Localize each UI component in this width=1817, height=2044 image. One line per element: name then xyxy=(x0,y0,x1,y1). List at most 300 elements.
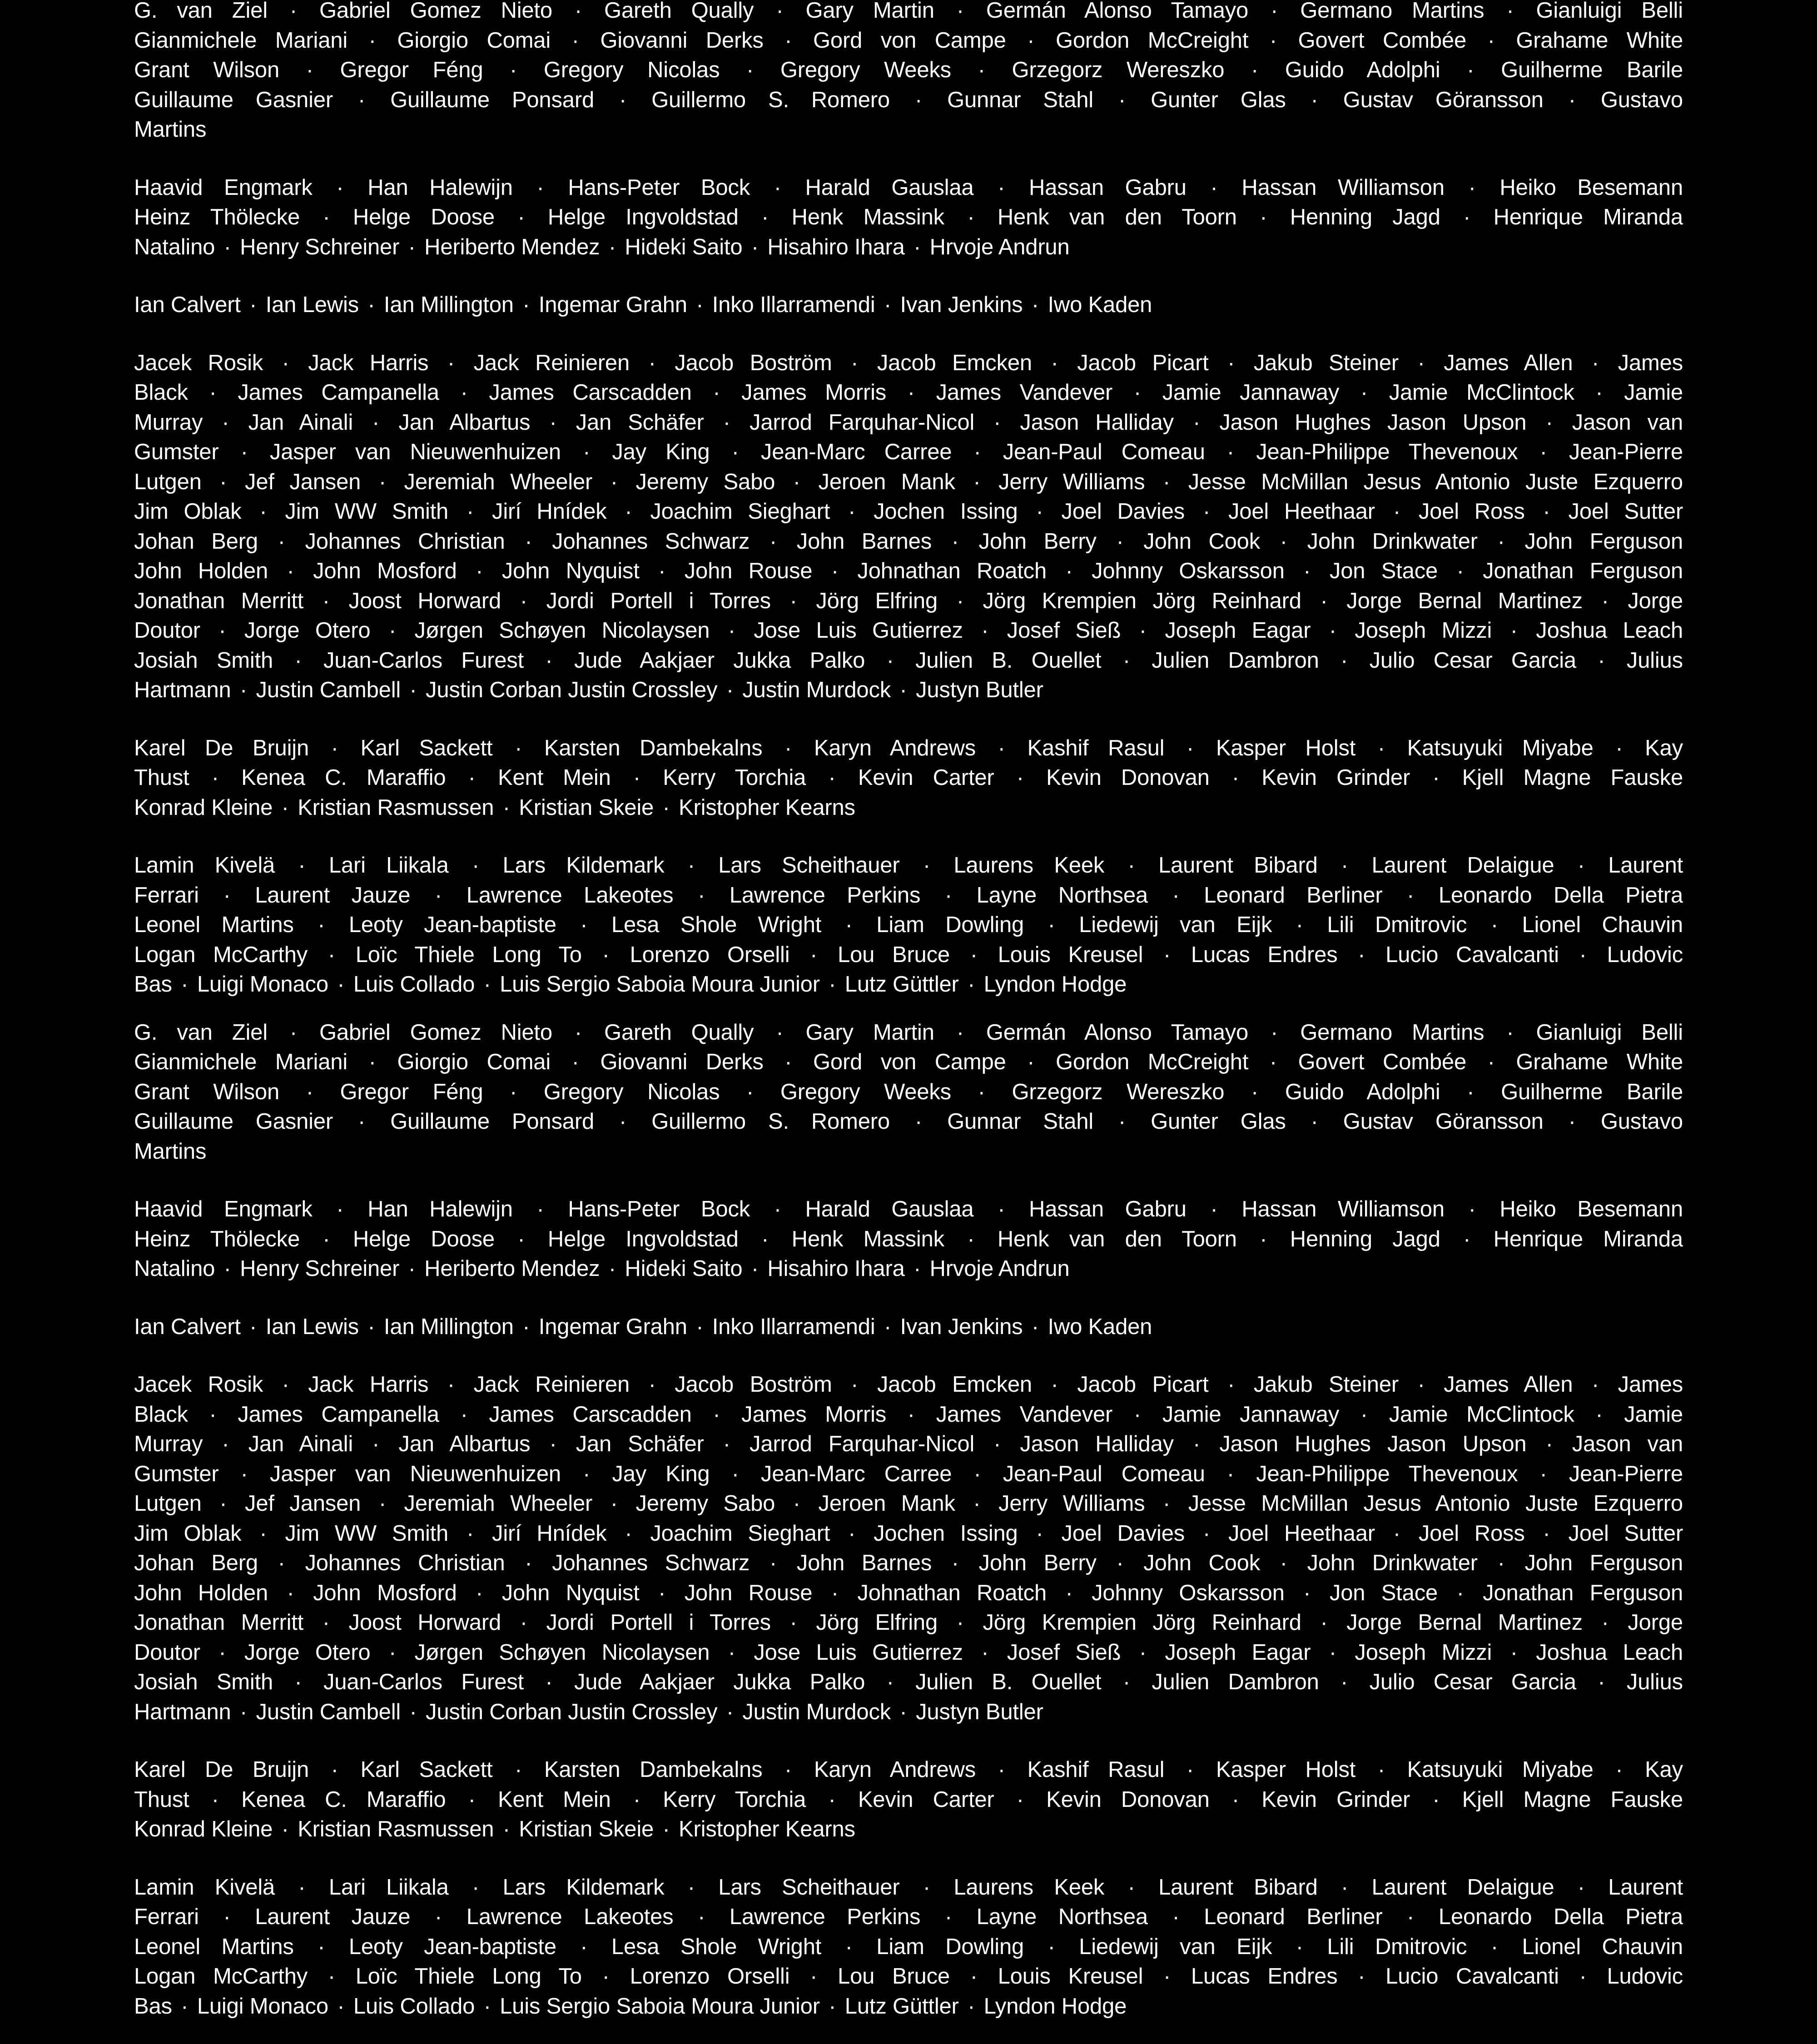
credit-name: Lars Kildemark xyxy=(502,853,665,878)
dot-separator: · xyxy=(278,529,285,554)
credit-name: Bas xyxy=(134,1994,172,2019)
dot-separator: · xyxy=(239,678,248,702)
dot-separator: · xyxy=(1539,1461,1547,1486)
credit-name: Jack Reinieren xyxy=(473,1372,630,1397)
dot-separator: · xyxy=(998,175,1005,200)
dot-separator: · xyxy=(408,1256,416,1281)
credit-name: Kashif Rasul xyxy=(1027,1757,1165,1782)
dot-separator: · xyxy=(1036,499,1043,524)
credit-name: Luis Sergio Saboia Moura Junior xyxy=(500,972,820,997)
credit-name: Joseph Eagar xyxy=(1165,1640,1311,1665)
dot-separator: · xyxy=(472,853,480,878)
credit-name: Kenea C. Maraffio xyxy=(241,765,446,790)
credit-name: Lionel Chauvin xyxy=(1522,913,1683,937)
dot-separator: · xyxy=(536,175,544,200)
credit-name: Justin Corban Justin Crossley xyxy=(426,1699,718,1724)
credit-name: Joost Horward xyxy=(348,588,501,613)
dot-separator: · xyxy=(696,1314,704,1339)
dot-separator: · xyxy=(536,1197,544,1221)
dot-separator: · xyxy=(831,559,839,583)
credits-copy-2 xyxy=(134,1018,1683,2022)
dot-separator: · xyxy=(223,234,231,259)
credits-line xyxy=(134,1225,1683,1255)
credit-name: Gianluigi Belli xyxy=(1536,0,1683,23)
credit-name: Leoty Jean-baptiste xyxy=(348,1934,556,1959)
credit-name: Ludovic xyxy=(1607,1964,1683,1989)
credit-name: Jose Luis Gutierrez xyxy=(754,1640,963,1665)
dot-separator: · xyxy=(1118,87,1126,112)
credit-name: Jon Stace xyxy=(1329,559,1438,583)
credit-name: Josiah Smith xyxy=(134,648,273,673)
dot-separator: · xyxy=(223,1256,231,1281)
dot-separator: · xyxy=(1133,380,1141,405)
credit-name: Gunter Glas xyxy=(1151,1109,1286,1134)
credit-name: Joshua Leach xyxy=(1536,1640,1683,1665)
credit-name: Juan-Carlos Furest xyxy=(323,648,524,673)
dot-separator: · xyxy=(845,1934,853,1959)
dot-separator: · xyxy=(259,1521,267,1546)
credit-name: Kjell Magne Fauske xyxy=(1462,765,1683,790)
credit-name: Laurens Keek xyxy=(953,1875,1105,1900)
credit-name: Lamin Kivelä xyxy=(134,853,275,878)
dot-separator: · xyxy=(1051,350,1058,375)
credit-name: Joseph Mizzi xyxy=(1355,1640,1492,1665)
dot-separator: · xyxy=(828,1787,836,1812)
credit-name: Jonathan Ferguson xyxy=(1483,559,1683,583)
credit-name: Johnathan Roatch xyxy=(857,559,1047,583)
dot-separator: · xyxy=(886,648,894,673)
credit-name: Joel Ross xyxy=(1418,1521,1525,1546)
credits-line xyxy=(134,467,1683,497)
dot-separator: · xyxy=(1122,648,1130,673)
dot-separator: · xyxy=(1269,1050,1277,1074)
dot-separator: · xyxy=(1543,1521,1550,1546)
credit-name: Jörg Krempien Jörg Reinhard xyxy=(983,1610,1301,1635)
credits-section-k xyxy=(134,1755,1683,1845)
credit-name: Lutgen xyxy=(134,1491,202,1516)
credit-name: Lawrence Lakeotes xyxy=(466,1905,674,1929)
credit-name: Bas xyxy=(134,972,172,997)
dot-separator: · xyxy=(1360,1402,1368,1427)
credit-name: Louis Kreusel xyxy=(998,1964,1143,1989)
dot-separator: · xyxy=(751,1256,759,1281)
credit-name: Gustav Göransson xyxy=(1343,87,1544,112)
credit-name: Jerry Williams xyxy=(998,1491,1145,1516)
dot-separator: · xyxy=(944,883,952,908)
credit-name: Kasper Holst xyxy=(1216,1757,1356,1782)
dot-separator: · xyxy=(583,440,591,464)
credit-name: James Morris xyxy=(741,1402,887,1427)
dot-separator: · xyxy=(219,1491,227,1516)
credit-name: Jim WW Smith xyxy=(285,499,449,524)
dot-separator: · xyxy=(368,1050,376,1074)
dot-separator: · xyxy=(1340,1670,1348,1694)
credit-name: Jacob Picart xyxy=(1077,1372,1209,1397)
credit-name: Luigi Monaco xyxy=(197,972,328,997)
credit-name: Henning Jagd xyxy=(1290,205,1440,229)
dot-separator: · xyxy=(287,559,294,583)
credit-name: Justin Corban Justin Crossley xyxy=(426,678,718,702)
dot-separator: · xyxy=(951,1551,959,1575)
credit-name: Gianmichele Mariani xyxy=(134,28,348,53)
credits-line xyxy=(134,1018,1683,1048)
dot-separator: · xyxy=(323,1226,330,1251)
credit-name: Julien Dambron xyxy=(1152,648,1319,673)
dot-separator: · xyxy=(460,1402,468,1427)
credit-name: Lesa Shole Wright xyxy=(611,913,822,937)
credit-name: John Cook xyxy=(1143,1551,1261,1575)
dot-separator: · xyxy=(608,1256,616,1281)
dot-separator: · xyxy=(1487,28,1495,53)
credit-name: Jirí Hnídek xyxy=(492,1521,607,1546)
credit-name: Karl Sackett xyxy=(360,735,493,760)
credit-name: John Mosford xyxy=(313,1580,457,1605)
dot-separator: · xyxy=(1468,1197,1476,1221)
dot-separator: · xyxy=(602,942,610,967)
dot-separator: · xyxy=(218,618,226,643)
credit-name: Johannes Schwarz xyxy=(552,529,750,554)
dot-separator: · xyxy=(784,1050,792,1074)
credit-name: Gary Martin xyxy=(805,1020,934,1045)
credit-name: Lawrence Perkins xyxy=(729,1905,921,1929)
credit-name: Lorenzo Orselli xyxy=(630,942,790,967)
dot-separator: · xyxy=(648,350,656,375)
dot-separator: · xyxy=(211,1787,219,1812)
credit-name: Heinz Thölecke xyxy=(134,1226,300,1251)
credit-name: Ian Millington xyxy=(383,1314,514,1339)
dot-separator: · xyxy=(306,1079,313,1104)
credit-name: Jason van xyxy=(1572,410,1683,435)
dot-separator: · xyxy=(409,678,417,702)
credit-name: Guillaume Gasnier xyxy=(134,1109,333,1134)
dot-separator: · xyxy=(884,1314,892,1339)
dot-separator: · xyxy=(998,735,1005,760)
dot-separator: · xyxy=(831,1580,839,1605)
credit-name: Laurent xyxy=(1608,853,1683,878)
credit-name: Jason Hughes Jason Upson xyxy=(1219,410,1527,435)
credit-name: Joshua Leach xyxy=(1536,618,1683,643)
credits-line xyxy=(134,793,1683,823)
credit-name: Jørgen Schøyen Nicolaysen xyxy=(414,618,710,643)
credit-name: Henry Schreiner xyxy=(240,1256,400,1281)
dot-separator: · xyxy=(1193,1432,1201,1456)
credit-name: Lili Dmitrovic xyxy=(1327,1934,1467,1959)
credit-name: John Nyquist xyxy=(501,559,640,583)
credit-name: Gustav Göransson xyxy=(1343,1109,1544,1134)
credit-name: Julio Cesar Garcia xyxy=(1369,1670,1576,1694)
credit-name: Johannes Schwarz xyxy=(552,1551,750,1575)
credit-name: James Allen xyxy=(1444,350,1573,375)
dot-separator: · xyxy=(970,1964,978,1989)
credit-name: Julien B. Ouellet xyxy=(915,648,1102,673)
credit-name: Logan McCarthy xyxy=(134,942,308,967)
credit-name: Jef Jansen xyxy=(245,1491,361,1516)
dot-separator: · xyxy=(1595,380,1603,405)
credit-name: Kay xyxy=(1645,1757,1683,1782)
dot-separator: · xyxy=(1048,1934,1055,1959)
credit-name: Henk van den Toorn xyxy=(997,205,1237,229)
credit-name: Jamie McClintock xyxy=(1389,380,1574,405)
dot-separator: · xyxy=(619,1109,627,1134)
dot-separator: · xyxy=(1510,618,1518,643)
credit-name: Laurent xyxy=(1608,1875,1683,1900)
dot-separator: · xyxy=(1601,588,1609,613)
dot-separator: · xyxy=(907,380,915,405)
credit-name: Heriberto Mendez xyxy=(424,1256,600,1281)
credit-name: Gabriel Gomez Nieto xyxy=(319,1020,552,1045)
credits-line xyxy=(134,1992,1683,2022)
credit-name: Johnny Oskarsson xyxy=(1092,1580,1285,1605)
credit-name: Julien Dambron xyxy=(1152,1670,1319,1694)
credits-line xyxy=(134,1548,1683,1578)
credit-name: John Barnes xyxy=(796,529,932,554)
dot-separator: · xyxy=(1210,1197,1218,1221)
credit-name: Kristopher Kearns xyxy=(679,795,855,820)
credit-name: Lari Liikala xyxy=(328,853,449,878)
credit-name: Kristian Skeie xyxy=(519,795,654,820)
dot-separator: · xyxy=(829,972,836,997)
credit-name: Lutz Güttler xyxy=(844,972,959,997)
credit-name: Jesse McMillan Jesus Antonio Juste Ezquerro xyxy=(1188,1491,1683,1516)
dot-separator: · xyxy=(610,1491,618,1516)
credit-name: Giovanni Derks xyxy=(600,28,764,53)
credit-name: Hans-Peter Bock xyxy=(568,175,750,200)
dot-separator: · xyxy=(222,1432,229,1456)
dot-separator: · xyxy=(298,1875,306,1900)
dot-separator: · xyxy=(608,234,616,259)
credit-name: Ian Calvert xyxy=(134,1314,241,1339)
credits-section-j xyxy=(134,1370,1683,1727)
credit-name: Jarrod Farquhar-Nicol xyxy=(750,410,975,435)
dot-separator: · xyxy=(1568,1109,1576,1134)
dot-separator: · xyxy=(793,469,800,494)
dot-separator: · xyxy=(409,1699,417,1724)
credits-line xyxy=(134,26,1683,56)
credit-name: Hideki Saito xyxy=(625,234,743,259)
dot-separator: · xyxy=(713,380,720,405)
credit-name: Guilherme Barile xyxy=(1501,58,1683,82)
credit-name: Luis Sergio Saboia Moura Junior xyxy=(500,1994,820,2019)
credit-name: Jeroen Mank xyxy=(818,1491,955,1516)
credits-line xyxy=(134,437,1683,467)
credit-name: Karyn Andrews xyxy=(814,1757,976,1782)
dot-separator: · xyxy=(522,1314,530,1339)
credit-name: Laurent Delaigue xyxy=(1371,1875,1554,1900)
credit-name: Julius xyxy=(1626,1670,1683,1694)
dot-separator: · xyxy=(998,1757,1005,1782)
credit-name: Lou Bruce xyxy=(838,1964,950,1989)
credit-name: John Berry xyxy=(978,1551,1097,1575)
dot-separator: · xyxy=(978,58,985,82)
dot-separator: · xyxy=(1407,883,1415,908)
dot-separator: · xyxy=(515,1757,522,1782)
dot-separator: · xyxy=(602,1964,610,1989)
dot-separator: · xyxy=(1051,1372,1058,1397)
dot-separator: · xyxy=(1506,1020,1514,1045)
dot-separator: · xyxy=(848,1521,856,1546)
credit-name: Helge Doose xyxy=(352,1226,495,1251)
credit-name: Justin Cambell xyxy=(256,1699,401,1724)
credits-line xyxy=(134,55,1683,85)
dot-separator: · xyxy=(848,499,856,524)
dot-separator: · xyxy=(1407,1905,1415,1929)
dot-separator: · xyxy=(1139,618,1147,643)
dot-separator: · xyxy=(408,234,416,259)
credit-name: Jamie xyxy=(1624,1402,1683,1427)
dot-separator: · xyxy=(1303,559,1311,583)
credit-name: Johan Berg xyxy=(134,1551,258,1575)
credits-line xyxy=(134,1902,1683,1932)
credit-name: Ian Lewis xyxy=(265,1314,359,1339)
credits-section-i xyxy=(134,1312,1683,1342)
credit-name: Josef Sieß xyxy=(1007,1640,1121,1665)
dot-separator: · xyxy=(306,58,313,82)
credit-name: John Berry xyxy=(978,529,1097,554)
dot-separator: · xyxy=(1329,1640,1336,1665)
dot-separator: · xyxy=(318,913,325,937)
dot-separator: · xyxy=(1016,765,1024,790)
dot-separator: · xyxy=(789,588,797,613)
dot-separator: · xyxy=(282,350,289,375)
credit-name: Jorge Otero xyxy=(244,1640,371,1665)
credit-name: Germano Martins xyxy=(1300,1020,1484,1045)
credit-name: Helge Ingvoldstad xyxy=(547,205,739,229)
credit-name: Jerry Williams xyxy=(998,469,1145,494)
credits-line xyxy=(134,1638,1683,1668)
credit-name: Gregory Weeks xyxy=(780,1079,951,1104)
dot-separator: · xyxy=(337,972,345,997)
dot-separator: · xyxy=(956,588,964,613)
credit-name: Johnny Oskarsson xyxy=(1092,559,1285,583)
credits-line xyxy=(134,408,1683,438)
credit-name: Helge Doose xyxy=(352,205,495,229)
dot-separator: · xyxy=(923,853,930,878)
dot-separator: · xyxy=(367,1314,375,1339)
credit-name: Henk Massink xyxy=(791,205,944,229)
dot-separator: · xyxy=(1271,0,1278,23)
dot-separator: · xyxy=(967,1226,975,1251)
dot-separator: · xyxy=(914,1109,923,1134)
dot-separator: · xyxy=(574,1020,582,1045)
credit-name: Hassan Gabru xyxy=(1029,175,1187,200)
dot-separator: · xyxy=(517,205,525,229)
dot-separator: · xyxy=(571,1050,579,1074)
dot-separator: · xyxy=(899,1699,907,1724)
credit-name: Hassan Williamson xyxy=(1241,175,1445,200)
dot-separator: · xyxy=(1116,529,1124,554)
dot-separator: · xyxy=(1417,1372,1425,1397)
credit-name: Konrad Kleine xyxy=(134,1817,273,1841)
credit-name: Grzegorz Wereszko xyxy=(1012,1079,1225,1104)
dot-separator: · xyxy=(731,440,739,464)
credit-name: Kevin Donovan xyxy=(1046,765,1210,790)
credit-name: Hartmann xyxy=(134,678,231,702)
dot-separator: · xyxy=(1490,1934,1498,1959)
credit-name: Liam Dowling xyxy=(876,913,1024,937)
dot-separator: · xyxy=(726,678,734,702)
credit-name: Justin Cambell xyxy=(256,678,401,702)
credit-name: Gumster xyxy=(134,440,219,464)
credit-name: Leonard Berliner xyxy=(1204,883,1383,908)
credit-name: Gregor Féng xyxy=(340,1079,483,1104)
credits-line xyxy=(134,734,1683,764)
credit-name: Jochen Issing xyxy=(874,1521,1018,1546)
credit-name: Joseph Mizzi xyxy=(1355,618,1492,643)
credit-name: Jacob Picart xyxy=(1077,350,1209,375)
credits-line xyxy=(134,556,1683,586)
dot-separator: · xyxy=(1358,942,1365,967)
dot-separator: · xyxy=(973,440,981,464)
dot-separator: · xyxy=(580,1934,588,1959)
dot-separator: · xyxy=(467,1521,474,1546)
credit-name: Joseph Eagar xyxy=(1165,618,1311,643)
credit-name: Laurent Bibard xyxy=(1158,853,1318,878)
credit-name: Karsten Dambekalns xyxy=(544,1757,763,1782)
dot-separator: · xyxy=(322,1610,330,1635)
credit-name: Jay King xyxy=(612,440,710,464)
credit-name: Jörg Elfring xyxy=(816,588,938,613)
dot-separator: · xyxy=(336,1197,344,1221)
credit-name: Jean-Pierre xyxy=(1569,440,1683,464)
credits-line xyxy=(134,0,1683,26)
dot-separator: · xyxy=(662,1817,670,1841)
dot-separator: · xyxy=(447,350,455,375)
credit-name: Jason Halliday xyxy=(1020,1432,1174,1456)
credit-name: G. van Ziel xyxy=(134,1020,268,1045)
dot-separator: · xyxy=(1065,559,1073,583)
dot-separator: · xyxy=(1303,1580,1311,1605)
credits-line xyxy=(134,1667,1683,1697)
dot-separator: · xyxy=(1543,499,1550,524)
dot-separator: · xyxy=(1260,1226,1267,1251)
dot-separator: · xyxy=(1595,1402,1603,1427)
dot-separator: · xyxy=(583,1461,591,1486)
credit-name: Laurent Jauze xyxy=(255,883,411,908)
credit-name: Leoty Jean-baptiste xyxy=(348,913,556,937)
dot-separator: · xyxy=(522,293,530,317)
credit-name: James Campanella xyxy=(238,1402,439,1427)
dot-separator: · xyxy=(1193,410,1201,435)
credit-name: Jim WW Smith xyxy=(285,1521,449,1546)
credit-name: Jef Jansen xyxy=(245,469,361,494)
dot-separator: · xyxy=(294,648,302,673)
credit-name: James Allen xyxy=(1444,1372,1573,1397)
dot-separator: · xyxy=(913,234,921,259)
credits-section-j xyxy=(134,348,1683,705)
credit-name: Jacek Rosik xyxy=(134,1372,263,1397)
credit-name: John Drinkwater xyxy=(1307,1551,1478,1575)
credit-name: Kristian Rasmussen xyxy=(298,1817,494,1841)
credits-section-i xyxy=(134,290,1683,320)
dot-separator: · xyxy=(951,529,959,554)
dot-separator: · xyxy=(723,410,730,435)
credit-name: Gordon McCreight xyxy=(1055,1050,1249,1074)
credit-name: Jason van xyxy=(1572,1432,1683,1456)
credit-name: Inko Illarramendi xyxy=(712,293,875,317)
dot-separator: · xyxy=(1226,1461,1235,1486)
credit-name: Guido Adolphi xyxy=(1285,1079,1440,1104)
dot-separator: · xyxy=(337,1994,345,2019)
credit-name: James xyxy=(1618,1372,1683,1397)
credit-name: Jochen Issing xyxy=(874,499,1018,524)
credits-section-l xyxy=(134,1873,1683,2022)
dot-separator: · xyxy=(434,883,442,908)
dot-separator: · xyxy=(810,1964,818,1989)
dot-separator: · xyxy=(776,0,784,23)
credit-name: Kjell Magne Fauske xyxy=(1462,1787,1683,1812)
credits-line xyxy=(134,646,1683,676)
dot-separator: · xyxy=(357,87,366,112)
